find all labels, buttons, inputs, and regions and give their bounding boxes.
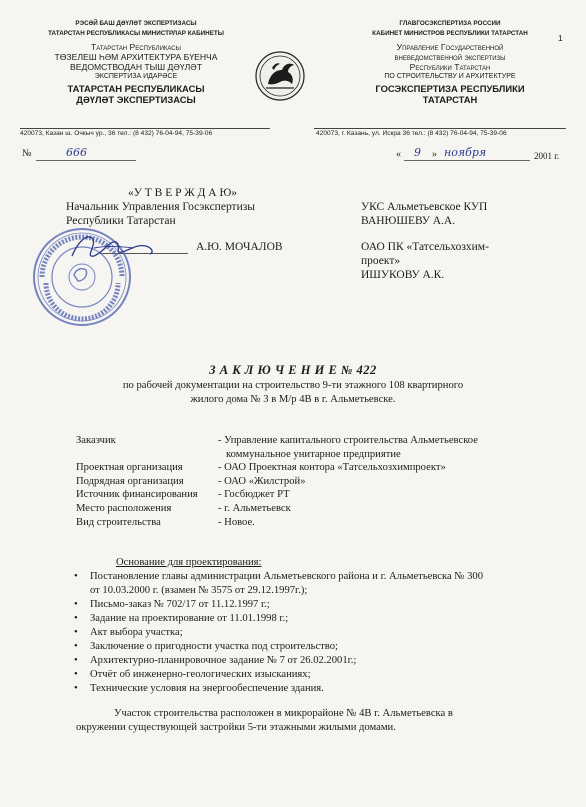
signature-icon bbox=[64, 222, 160, 270]
list-item: • Постановление главы администрации Альметьевского района и г. Альметьевска № 300 от 10.03.2000 г. (взамен № 3575 от 29.12.1997г.); bbox=[66, 570, 556, 598]
header-right-line6: ПО СТРОИТЕЛЬСТВУ И АРХИТЕКТУРЕ bbox=[384, 73, 516, 81]
details-key: Проектная организация bbox=[76, 462, 183, 474]
header-right-rule bbox=[314, 128, 566, 129]
addressee-2-person: ИШУКОВУ А.К. bbox=[361, 269, 445, 281]
addressee-1 bbox=[361, 200, 487, 228]
closing-line-1: Участок строительства расположен в микрорайоне № 4В г. Альметьевска в bbox=[114, 708, 453, 719]
details-row bbox=[76, 461, 546, 475]
details-key: Подрядная организация bbox=[76, 475, 184, 487]
doc-number: 666 bbox=[66, 146, 87, 159]
basis-list bbox=[66, 570, 556, 696]
details-value: - Новое. bbox=[218, 516, 255, 528]
page-number: 1 bbox=[558, 33, 563, 43]
header-right-address: 420073, г. Казань, ул. Искра 36 тел.: (8 432) 76-04-94, 75-39-06 bbox=[316, 130, 507, 137]
list-item: • Письмо-заказ № 702/17 от 11.12.1997 г.; bbox=[66, 598, 556, 612]
details-value: - ОАО «Жилстрой» bbox=[218, 475, 306, 487]
approval-title: «У Т В Е Р Ж Д А Ю» bbox=[128, 187, 238, 199]
header-right-line8: ТАТАРСТАН bbox=[422, 93, 478, 105]
list-item: • Заключение о пригодности участка под строительство; bbox=[66, 640, 556, 654]
details-row bbox=[76, 448, 546, 462]
header-right-line7: ГОСЭКСПЕРТИЗА РЕСПУБЛИКИ bbox=[375, 83, 525, 95]
closing-line-2: окружении существующей застройки 5-ти этажными жилыми домами. bbox=[76, 722, 396, 733]
addressee-2 bbox=[361, 240, 489, 282]
header-right bbox=[334, 20, 566, 106]
addressee-1-org: УКС Альметьевское КУП bbox=[361, 201, 488, 213]
header-left-line1: РЭСӘЙ БАШ ДӘҮЛӘТ ЭКСПЕРТИЗАСЫ bbox=[75, 20, 197, 27]
list-item-cont: от 10.03.2000 г. (взамен № 3575 от 29.12.1997г.); bbox=[90, 585, 308, 596]
details-row bbox=[76, 502, 546, 516]
details-row bbox=[76, 434, 546, 448]
doc-number-label: № bbox=[22, 148, 32, 159]
header-left bbox=[20, 20, 252, 106]
details-key: Место расположения bbox=[76, 502, 172, 514]
document-title: З А К Л Ю Ч Е Н И Е № 422 bbox=[209, 363, 377, 377]
list-item: • Отчёт об инженерно-геологических изысканиях; bbox=[66, 668, 556, 682]
header-left-line8: ДӘҮЛӘТ ЭКСПЕРТИЗАСЫ bbox=[76, 93, 196, 105]
header-left-line2: ТАТАРСТАН РЕСПУБЛИКАСЫ МИНИСТРЛАР КАБИНЕТЫ bbox=[48, 30, 224, 38]
details-value: - г. Альметьевск bbox=[218, 502, 291, 514]
header-left-rule bbox=[20, 128, 270, 129]
basis-heading: Основание для проектирования: bbox=[116, 557, 262, 568]
header-left-line6: ЭКСПЕРТИЗА ИДАРӘСЕ bbox=[94, 73, 178, 81]
approval-position-1: Начальник Управления Госэкспертизы bbox=[66, 201, 255, 213]
list-item: • Технические условия на энергообеспечение здания. bbox=[66, 682, 556, 696]
details-row bbox=[76, 475, 546, 489]
details-key: Вид строительства bbox=[76, 516, 161, 528]
details-value: - Госбюджет РТ bbox=[218, 489, 290, 501]
date-quote-close: » bbox=[432, 149, 437, 160]
details-key: Заказчик bbox=[76, 435, 116, 446]
header-left-line4: ТӨЗЕЛЕШ ҺӘМ АРХИТЕКТУРА БҮЕНЧА bbox=[54, 52, 218, 63]
details-key: Источник финансирования bbox=[76, 489, 198, 501]
date-day: 9 bbox=[414, 146, 421, 159]
approval-name: А.Ю. МОЧАЛОВ bbox=[196, 241, 283, 253]
date-year: 2001 г. bbox=[534, 151, 560, 161]
addressee-1-person: ВАНЮШЕВУ А.А. bbox=[361, 215, 456, 227]
addressee-2-org-cont: проект» bbox=[361, 255, 401, 267]
details-value: - Управление капитального строительства Альметьевское bbox=[218, 435, 478, 446]
approval-position-2: Республики Татарстан bbox=[66, 215, 176, 227]
header-left-line3: Татарстан Республикасы bbox=[91, 42, 181, 53]
header-right-line1: ГЛАВГОСЭКСПЕРТИЗА РОССИИ bbox=[399, 20, 501, 27]
details-row bbox=[76, 516, 546, 530]
details-row bbox=[76, 488, 546, 502]
details-value: - ОАО Проектная контора «Татсельхозхимпроект» bbox=[218, 462, 446, 474]
header-right-line5: Республики Татарстан bbox=[409, 62, 491, 73]
addressee-2-org: ОАО ПК «Татсельхозхим- bbox=[361, 241, 489, 253]
date-quote-open: « bbox=[396, 149, 401, 160]
header-right-line4: вневедомственной экспертизы bbox=[394, 52, 506, 63]
list-item: • Акт выбора участка; bbox=[66, 626, 556, 640]
doc-number-line bbox=[36, 160, 136, 161]
details-value-cont: коммунальное унитарное предприятие bbox=[226, 448, 401, 460]
header-right-line3: Управление Государственной bbox=[396, 42, 504, 53]
details-table bbox=[76, 434, 546, 529]
header-left-line5: ВЕДОМСТВОДАН ТЫШ ДӘҮЛӘТ bbox=[70, 62, 202, 73]
date-line bbox=[404, 160, 530, 161]
document-subtitle-1: по рабочей документации на строительство 9-ти этажного 108 квартирного bbox=[122, 380, 464, 391]
list-item: • Архитектурно-планировочное задание № 7 от 26.02.2001г.; bbox=[66, 654, 556, 668]
header-left-line7: ТАТАРСТАН РЕСПУБЛИКАСЫ bbox=[67, 83, 205, 95]
list-item: • Задание на проектирование от 11.01.1998 г.; bbox=[66, 612, 556, 626]
date-month: ноября bbox=[444, 146, 487, 159]
tatarstan-emblem-icon bbox=[254, 50, 306, 102]
header-right-line2: КАБИНЕТ МИНИСТРОВ РЕСПУБЛИКИ ТАТАРСТАН bbox=[372, 30, 528, 38]
header-left-address: 420073, Казан ш. Очкыч ур., 36 тел.: (8 432) 76-04-94, 75-39-06 bbox=[20, 130, 213, 137]
document-subtitle-2: жилого дома № 3 в М/р 4В в г. Альметьевске. bbox=[190, 394, 396, 405]
